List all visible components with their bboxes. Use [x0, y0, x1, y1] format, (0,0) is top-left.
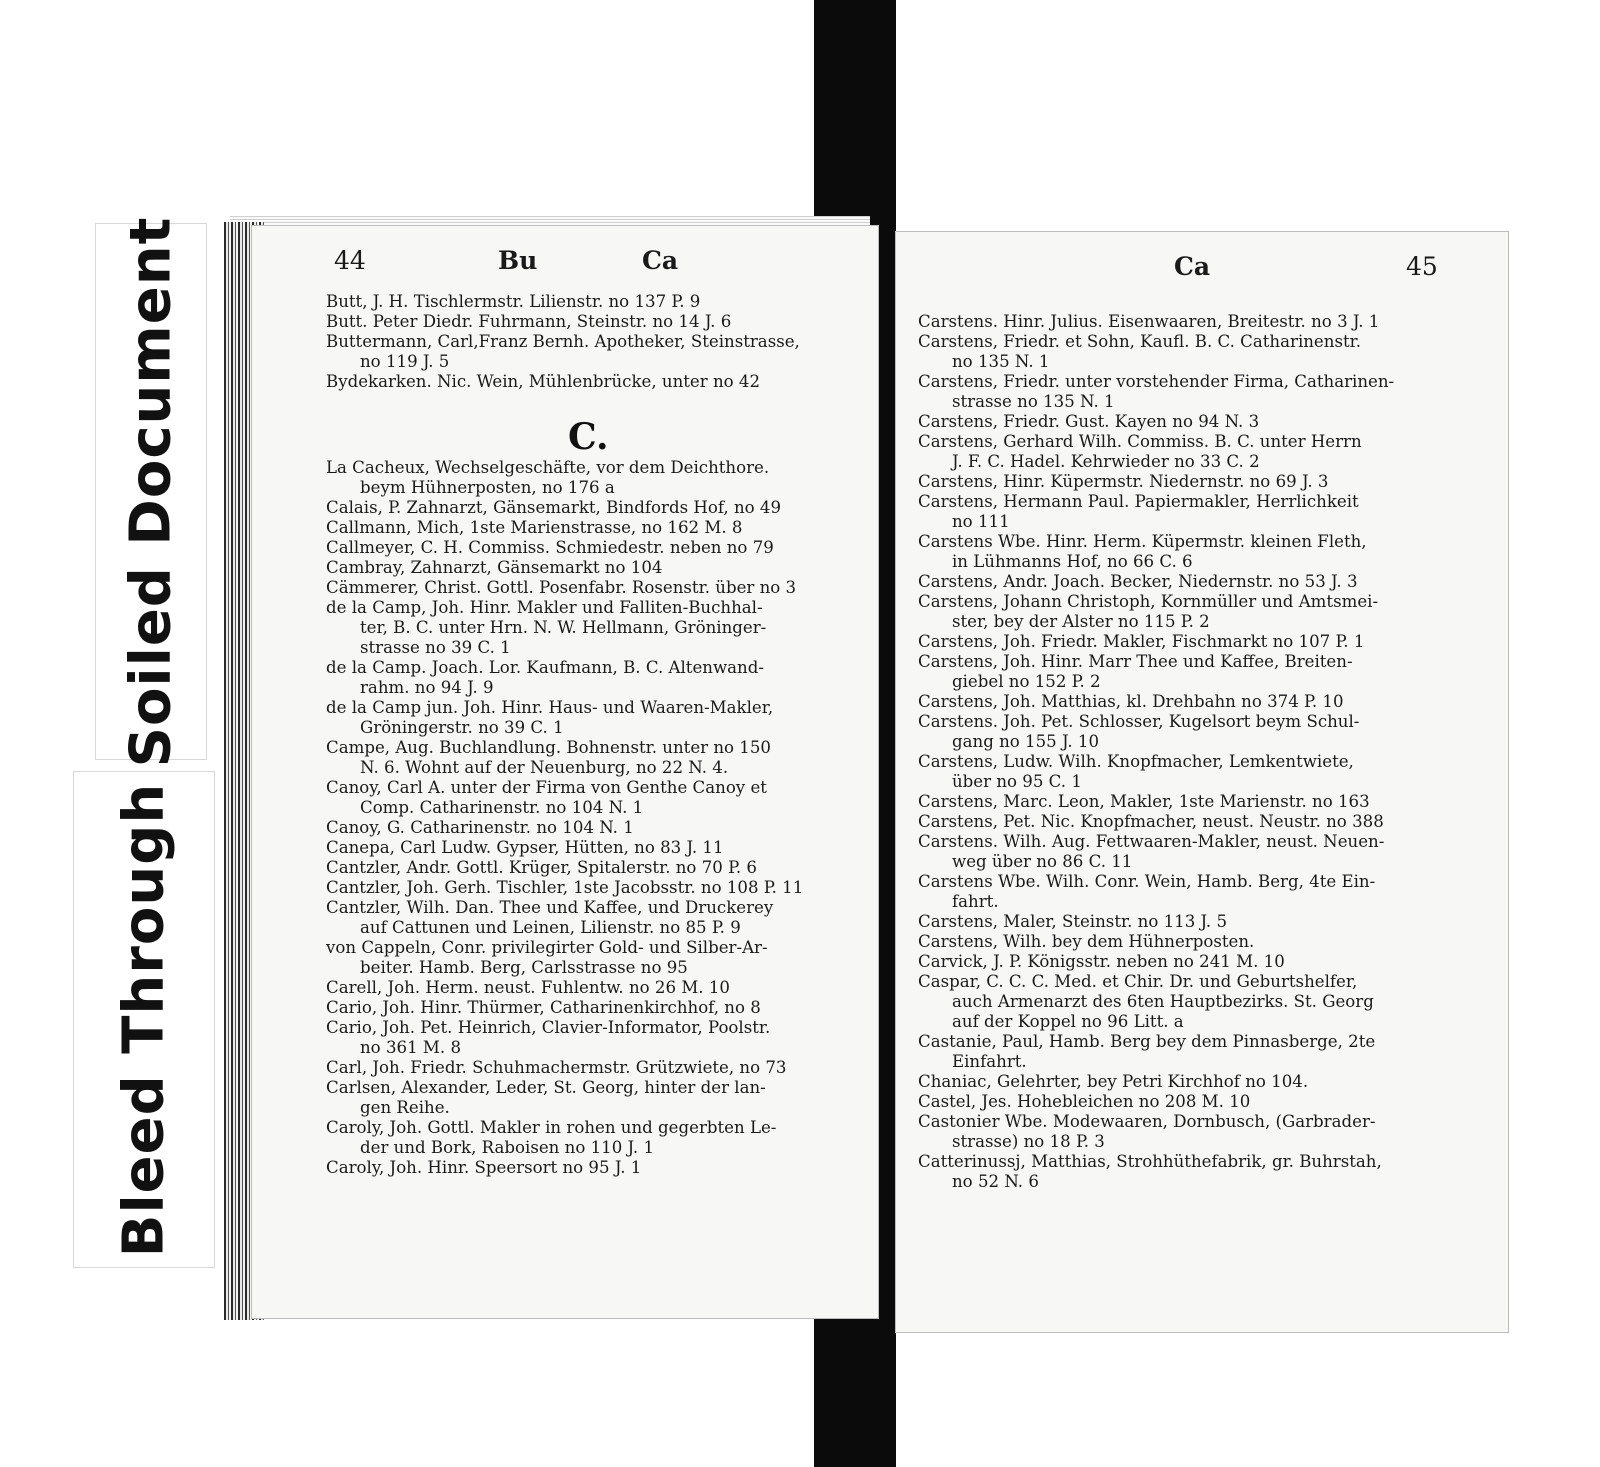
entry-line: Butt, J. H. Tischlermstr. Lilienstr. no 137 P. 9: [326, 292, 701, 311]
left-page: [252, 226, 878, 1318]
entry-line: Carstens Wbe. Hinr. Herm. Küpermstr. kleinen Fleth,: [918, 532, 1367, 551]
entry-line: de la Camp. Joach. Lor. Kaufmann, B. C. Altenwand-: [326, 658, 764, 677]
left-running-head-end: Ca: [642, 246, 679, 275]
entry-line: no 361 M. 8: [360, 1038, 461, 1057]
entry-line: no 52 N. 6: [952, 1172, 1039, 1191]
entry-line: strasse no 135 N. 1: [952, 392, 1115, 411]
entry-line: Canepa, Carl Ludw. Gypser, Hütten, no 83 J. 11: [326, 838, 724, 857]
entry-line: Carstens, Andr. Joach. Becker, Niedernstr. no 53 J. 3: [918, 572, 1358, 591]
entry-line: Castel, Jes. Hohebleichen no 208 M. 10: [918, 1092, 1251, 1111]
section-letter: C.: [568, 416, 609, 458]
entry-line: von Cappeln, Conr. privilegirter Gold- und Silber-Ar-: [326, 938, 768, 957]
entry-line: beym Hühnerposten, no 176 a: [360, 478, 615, 497]
bleed-through-label-text: Bleed Through: [111, 782, 177, 1257]
entry-line: Carstens, Pet. Nic. Knopfmacher, neust. Neustr. no 388: [918, 812, 1384, 831]
entry-line: auf Cattunen und Leinen, Lilienstr. no 85 P. 9: [360, 918, 741, 937]
entry-line: strasse no 39 C. 1: [360, 638, 511, 657]
entry-line: Carstens Wbe. Wilh. Conr. Wein, Hamb. Berg, 4te Ein-: [918, 872, 1376, 891]
entry-line: Carstens, Marc. Leon, Makler, 1ste Marienstr. no 163: [918, 792, 1370, 811]
left-page-number: 44: [334, 246, 366, 275]
entry-line: Castonier Wbe. Modewaaren, Dornbusch, (Garbrader-: [918, 1112, 1376, 1131]
entry-line: Carl, Joh. Friedr. Schuhmachermstr. Grützwiete, no 73: [326, 1058, 787, 1077]
entry-line: Carstens, Maler, Steinstr. no 113 J. 5: [918, 912, 1228, 931]
entry-line: gen Reihe.: [360, 1098, 450, 1117]
entry-line: J. F. C. Hadel. Kehrwieder no 33 C. 2: [952, 452, 1260, 471]
entry-line: strasse) no 18 P. 3: [952, 1132, 1105, 1151]
entry-line: Gröningerstr. no 39 C. 1: [360, 718, 564, 737]
entry-line: auf der Koppel no 96 Litt. a: [952, 1012, 1184, 1031]
entry-line: Buttermann, Carl,Franz Bernh. Apotheker, Steinstrasse,: [326, 332, 800, 351]
soiled-document-label: [96, 216, 206, 767]
entry-line: Canoy, G. Catharinenstr. no 104 N. 1: [326, 818, 634, 837]
entry-line: Carstens, Joh. Matthias, kl. Drehbahn no 374 P. 10: [918, 692, 1344, 711]
entry-line: Carlsen, Alexander, Leder, St. Georg, hinter der lan-: [326, 1078, 766, 1097]
entry-line: no 119 J. 5: [360, 352, 450, 371]
entry-line: gang no 155 J. 10: [952, 732, 1100, 751]
entry-line: Carstens, Hermann Paul. Papiermakler, Herrlichkeit: [918, 492, 1359, 511]
right-running-head: Ca: [1174, 252, 1211, 281]
entry-line: Butt. Peter Diedr. Fuhrmann, Steinstr. no 14 J. 6: [326, 312, 732, 331]
entry-line: Cario, Joh. Hinr. Thürmer, Catharinenkirchhof, no 8: [326, 998, 761, 1017]
entry-line: Caspar, C. C. C. Med. et Chir. Dr. und Geburtshelfer,: [918, 972, 1358, 991]
bleed-through-label: [74, 772, 214, 1267]
entry-line: Caroly, Joh. Gottl. Makler in rohen und gegerbten Le-: [326, 1118, 777, 1137]
entry-line: Carstens, Johann Christoph, Kornmüller und Amtsmei-: [918, 592, 1379, 611]
left-entries: [326, 458, 866, 1178]
entry-line: Einfahrt.: [952, 1052, 1027, 1071]
entry-line: der und Bork, Raboisen no 110 J. 1: [360, 1138, 654, 1157]
entry-line: Carstens, Friedr. unter vorstehender Firma, Catharinen-: [918, 372, 1395, 391]
entry-line: Catterinussj, Matthias, Strohhüthefabrik, gr. Buhrstah,: [918, 1152, 1382, 1171]
left-entries-top: [326, 292, 866, 392]
entry-line: Callmann, Mich, 1ste Marienstrasse, no 162 M. 8: [326, 518, 743, 537]
entry-line: Carstens, Joh. Hinr. Marr Thee und Kaffee, Breiten-: [918, 652, 1353, 671]
entry-line: Carstens, Hinr. Küpermstr. Niedernstr. no 69 J. 3: [918, 472, 1329, 491]
entry-line: de la Camp jun. Joh. Hinr. Haus- und Waaren-Makler,: [326, 698, 774, 717]
entry-line: Carstens, Friedr. et Sohn, Kaufl. B. C. Catharinenstr.: [918, 332, 1362, 351]
entry-line: Cämmerer, Christ. Gottl. Posenfabr. Rosenstr. über no 3: [326, 578, 797, 597]
entry-line: Comp. Catharinenstr. no 104 N. 1: [360, 798, 644, 817]
right-entries: [918, 312, 1503, 1192]
entry-line: de la Camp, Joh. Hinr. Makler und Falliten-Buchhal-: [326, 598, 763, 617]
entry-line: rahm. no 94 J. 9: [360, 678, 494, 697]
entry-line: Cantzler, Wilh. Dan. Thee und Kaffee, und Druckerey: [326, 898, 774, 917]
entry-line: Carstens, Gerhard Wilh. Commiss. B. C. unter Herrn: [918, 432, 1362, 451]
entry-line: giebel no 152 P. 2: [952, 672, 1101, 691]
entry-line: Carvick, J. P. Königsstr. neben no 241 M. 10: [918, 952, 1285, 971]
entry-line: Chaniac, Gelehrter, bey Petri Kirchhof no 104.: [918, 1072, 1309, 1091]
entry-line: Carstens. Hinr. Julius. Eisenwaaren, Breitestr. no 3 J. 1: [918, 312, 1380, 331]
entry-line: Carstens. Wilh. Aug. Fettwaaren-Makler, neust. Neuen-: [918, 832, 1385, 851]
entry-line: Callmeyer, C. H. Commiss. Schmiedestr. neben no 79: [326, 538, 774, 557]
entry-line: Carstens. Joh. Pet. Schlosser, Kugelsort beym Schul-: [918, 712, 1360, 731]
entry-line: auch Armenarzt des 6ten Hauptbezirks. St. Georg: [952, 992, 1374, 1011]
entry-line: no 135 N. 1: [952, 352, 1050, 371]
entry-line: Cambray, Zahnarzt, Gänsemarkt no 104: [326, 558, 663, 577]
entry-line: Carstens, Friedr. Gust. Kayen no 94 N. 3: [918, 412, 1260, 431]
entry-line: Carstens, Wilh. bey dem Hühnerposten.: [918, 932, 1255, 951]
entry-line: no 111: [952, 512, 1010, 531]
entry-line: Cantzler, Joh. Gerh. Tischler, 1ste Jacobsstr. no 108 P. 11: [326, 878, 804, 897]
entry-line: Caroly, Joh. Hinr. Speersort no 95 J. 1: [326, 1158, 642, 1177]
entry-line: Campe, Aug. Buchlandlung. Bohnenstr. unter no 150: [326, 738, 771, 757]
left-running-head-start: Bu: [498, 246, 538, 275]
entry-line: beiter. Hamb. Berg, Carlsstrasse no 95: [360, 958, 688, 977]
entry-line: N. 6. Wohnt auf der Neuenburg, no 22 N. 4.: [360, 758, 729, 777]
entry-line: Cario, Joh. Pet. Heinrich, Clavier-Informator, Poolstr.: [326, 1018, 771, 1037]
entry-line: Carell, Joh. Herm. neust. Fuhlentw. no 26 M. 10: [326, 978, 730, 997]
entry-line: ter, B. C. unter Hrn. N. W. Hellmann, Gröninger-: [360, 618, 767, 637]
entry-line: Castanie, Paul, Hamb. Berg bey dem Pinnasberge, 2te: [918, 1032, 1376, 1051]
entry-line: Cantzler, Andr. Gottl. Krüger, Spitalerstr. no 70 P. 6: [326, 858, 757, 877]
entry-line: in Lühmanns Hof, no 66 C. 6: [952, 552, 1193, 571]
entry-line: weg über no 86 C. 11: [952, 852, 1133, 871]
entry-line: fahrt.: [952, 892, 999, 911]
right-page-number: 45: [1406, 252, 1438, 281]
entry-line: Canoy, Carl A. unter der Firma von Genthe Canoy et: [326, 778, 767, 797]
soiled-document-label-text: Soiled Document: [118, 216, 184, 767]
entry-line: Carstens, Ludw. Wilh. Knopfmacher, Lemkentwiete,: [918, 752, 1354, 771]
entry-line: La Cacheux, Wechselgeschäfte, vor dem Deichthore.: [326, 458, 770, 477]
entry-line: Carstens, Joh. Friedr. Makler, Fischmarkt no 107 P. 1: [918, 632, 1365, 651]
entry-line: ster, bey der Alster no 115 P. 2: [952, 612, 1210, 631]
right-page: [896, 232, 1508, 1332]
entry-line: Bydekarken. Nic. Wein, Mühlenbrücke, unter no 42: [326, 372, 761, 391]
entry-line: über no 95 C. 1: [952, 772, 1082, 791]
entry-line: Calais, P. Zahnarzt, Gänsemarkt, Bindfords Hof, no 49: [326, 498, 782, 517]
